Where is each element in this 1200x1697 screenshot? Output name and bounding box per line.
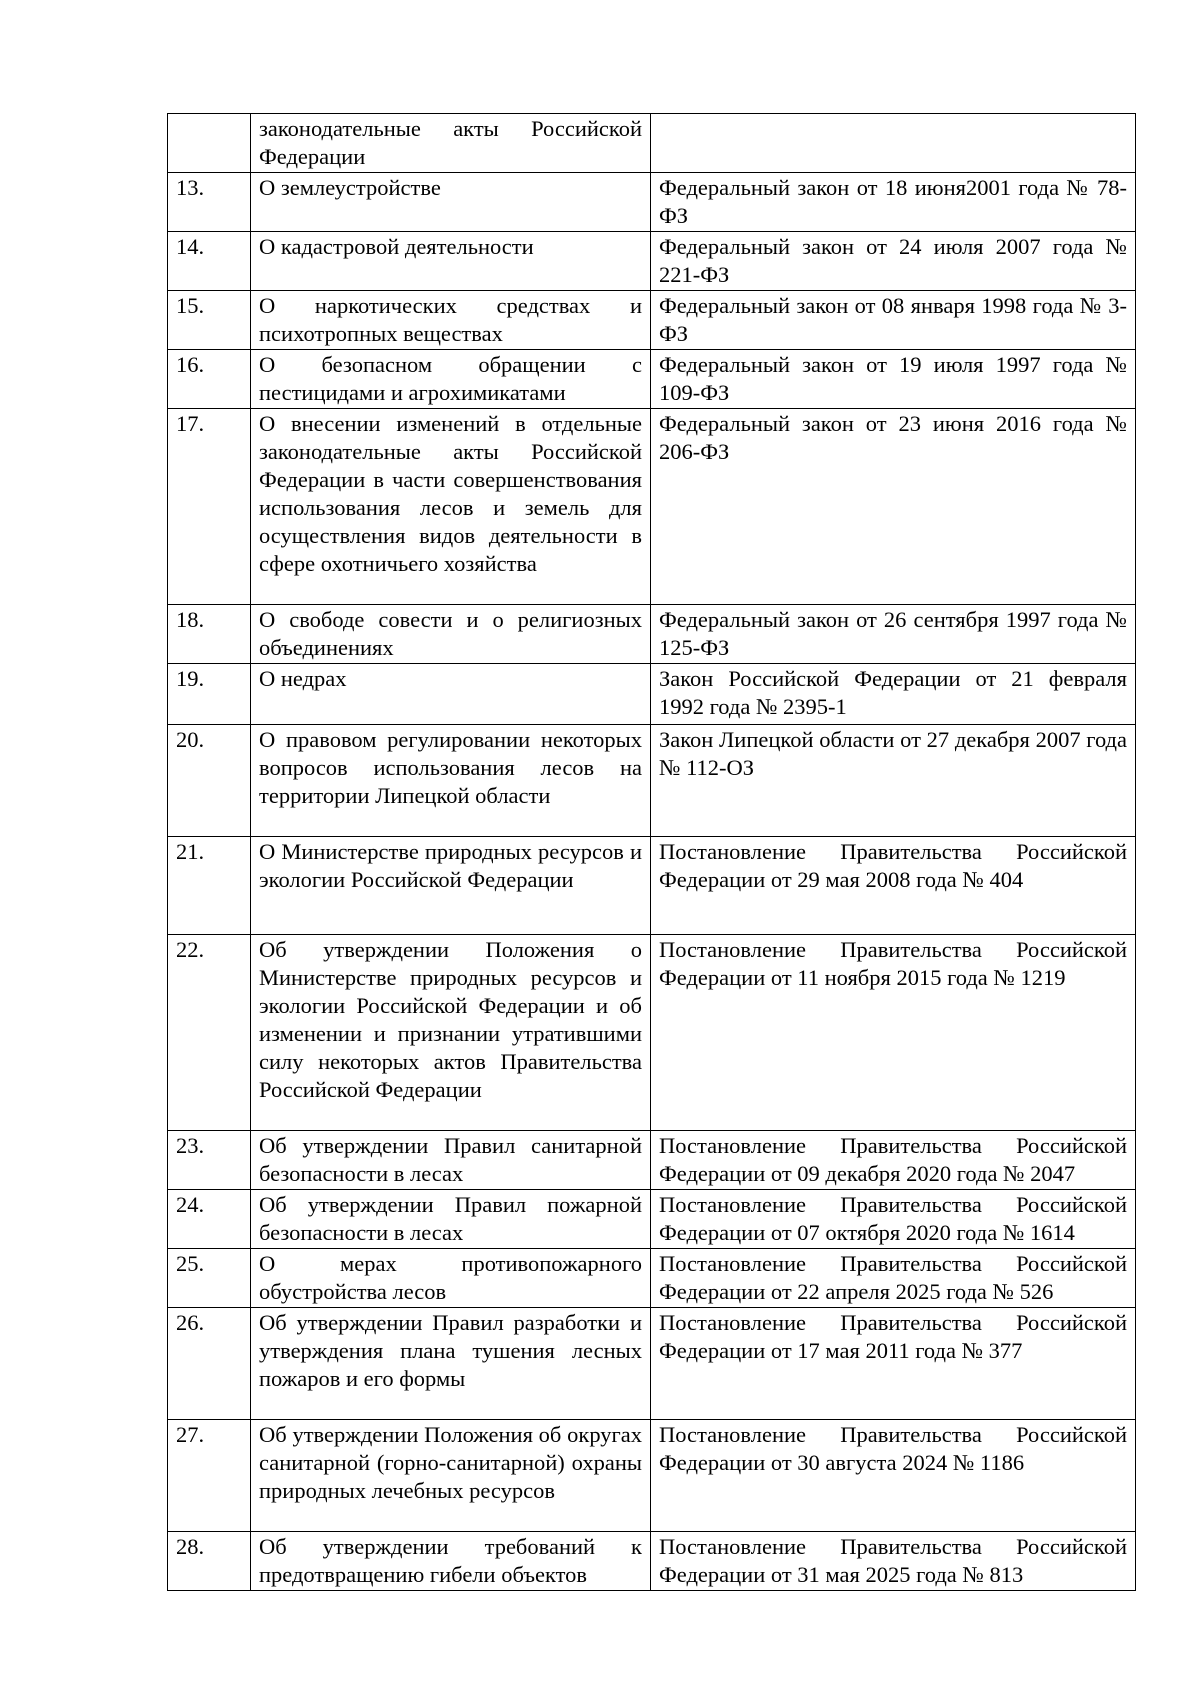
act-reference: Федеральный закон от 19 июля 1997 года № 109-ФЗ [651, 350, 1136, 409]
act-title: О безопасном обращении с пестицидами и агрохимикатами [251, 350, 651, 409]
table-row [168, 837, 1136, 935]
table-row [168, 1532, 1136, 1591]
table-row [168, 725, 1136, 837]
act-title: Об утверждении Положения об округах санитарной (горно-санитарной) охраны природных лечебных ресурсов [251, 1420, 651, 1532]
table-row [168, 664, 1136, 725]
act-reference: Федеральный закон от 24 июля 2007 года № 221-ФЗ [651, 232, 1136, 291]
table-row [168, 1249, 1136, 1308]
row-number: 21. [168, 837, 251, 935]
row-number: 28. [168, 1532, 251, 1591]
act-title: Об утверждении Правил разработки и утверждения плана тушения лесных пожаров и его формы [251, 1308, 651, 1420]
table-row [168, 173, 1136, 232]
row-number: 15. [168, 291, 251, 350]
act-reference: Федеральный закон от 23 июня 2016 года № 206-ФЗ [651, 409, 1136, 605]
table-row [168, 1308, 1136, 1420]
row-number: 13. [168, 173, 251, 232]
act-reference: Закон Российской Федерации от 21 февраля 1992 года № 2395-1 [651, 664, 1136, 725]
act-reference: Постановление Правительства Российской Федерации от 09 декабря 2020 года № 2047 [651, 1131, 1136, 1190]
act-reference: Постановление Правительства Российской Федерации от 30 августа 2024 № 1186 [651, 1420, 1136, 1532]
act-reference: Постановление Правительства Российской Федерации от 07 октября 2020 года № 1614 [651, 1190, 1136, 1249]
act-reference: Постановление Правительства Российской Федерации от 11 ноября 2015 года № 1219 [651, 935, 1136, 1131]
row-number: 24. [168, 1190, 251, 1249]
act-reference: Постановление Правительства Российской Федерации от 31 мая 2025 года № 813 [651, 1532, 1136, 1591]
row-number: 18. [168, 605, 251, 664]
table-row [168, 350, 1136, 409]
act-title: О правовом регулировании некоторых вопросов использования лесов на территории Липецкой области [251, 725, 651, 837]
act-title: О мерах противопожарного обустройства лесов [251, 1249, 651, 1308]
act-title: Об утверждении Положения о Министерстве природных ресурсов и экологии Российской Федерации и об изменении и признании утратившими силу некоторых актов Правительства Российской Федерации [251, 935, 651, 1131]
row-number [168, 114, 251, 173]
act-reference: Закон Липецкой области от 27 декабря 2007 года № 112-ОЗ [651, 725, 1136, 837]
table-row [168, 1420, 1136, 1532]
table-row [168, 1131, 1136, 1190]
table-row [168, 935, 1136, 1131]
act-title: законодательные акты Российской Федерации [251, 114, 651, 173]
act-reference [651, 114, 1136, 173]
table-row [168, 1190, 1136, 1249]
act-title: О кадастровой деятельности [251, 232, 651, 291]
act-reference: Федеральный закон от 18 июня2001 года № 78-ФЗ [651, 173, 1136, 232]
act-title: Об утверждении требований к предотвращению гибели объектов [251, 1532, 651, 1591]
act-reference: Постановление Правительства Российской Федерации от 29 мая 2008 года № 404 [651, 837, 1136, 935]
row-number: 25. [168, 1249, 251, 1308]
table-row [168, 605, 1136, 664]
row-number: 27. [168, 1420, 251, 1532]
act-reference: Постановление Правительства Российской Федерации от 17 мая 2011 года № 377 [651, 1308, 1136, 1420]
row-number: 23. [168, 1131, 251, 1190]
act-reference: Федеральный закон от 26 сентября 1997 года № 125-ФЗ [651, 605, 1136, 664]
table-row [168, 232, 1136, 291]
act-title: О Министерстве природных ресурсов и экологии Российской Федерации [251, 837, 651, 935]
legal-acts-table [167, 113, 1136, 1591]
act-title: Об утверждении Правил санитарной безопасности в лесах [251, 1131, 651, 1190]
act-title: О свободе совести и о религиозных объединениях [251, 605, 651, 664]
act-title: О внесении изменений в отдельные законодательные акты Российской Федерации в части совершенствования использования лесов и земель для осуществления видов деятельности в сфере охотничьего хозяйства [251, 409, 651, 605]
row-number: 20. [168, 725, 251, 837]
table-row [168, 114, 1136, 173]
act-reference: Постановление Правительства Российской Федерации от 22 апреля 2025 года № 526 [651, 1249, 1136, 1308]
row-number: 26. [168, 1308, 251, 1420]
act-title: О недрах [251, 664, 651, 725]
table-row [168, 291, 1136, 350]
act-title: О наркотических средствах и психотропных веществах [251, 291, 651, 350]
act-reference: Федеральный закон от 08 января 1998 года № 3-ФЗ [651, 291, 1136, 350]
row-number: 19. [168, 664, 251, 725]
row-number: 14. [168, 232, 251, 291]
act-title: Об утверждении Правил пожарной безопасности в лесах [251, 1190, 651, 1249]
row-number: 16. [168, 350, 251, 409]
row-number: 22. [168, 935, 251, 1131]
act-title: О землеустройстве [251, 173, 651, 232]
row-number: 17. [168, 409, 251, 605]
table-row [168, 409, 1136, 605]
